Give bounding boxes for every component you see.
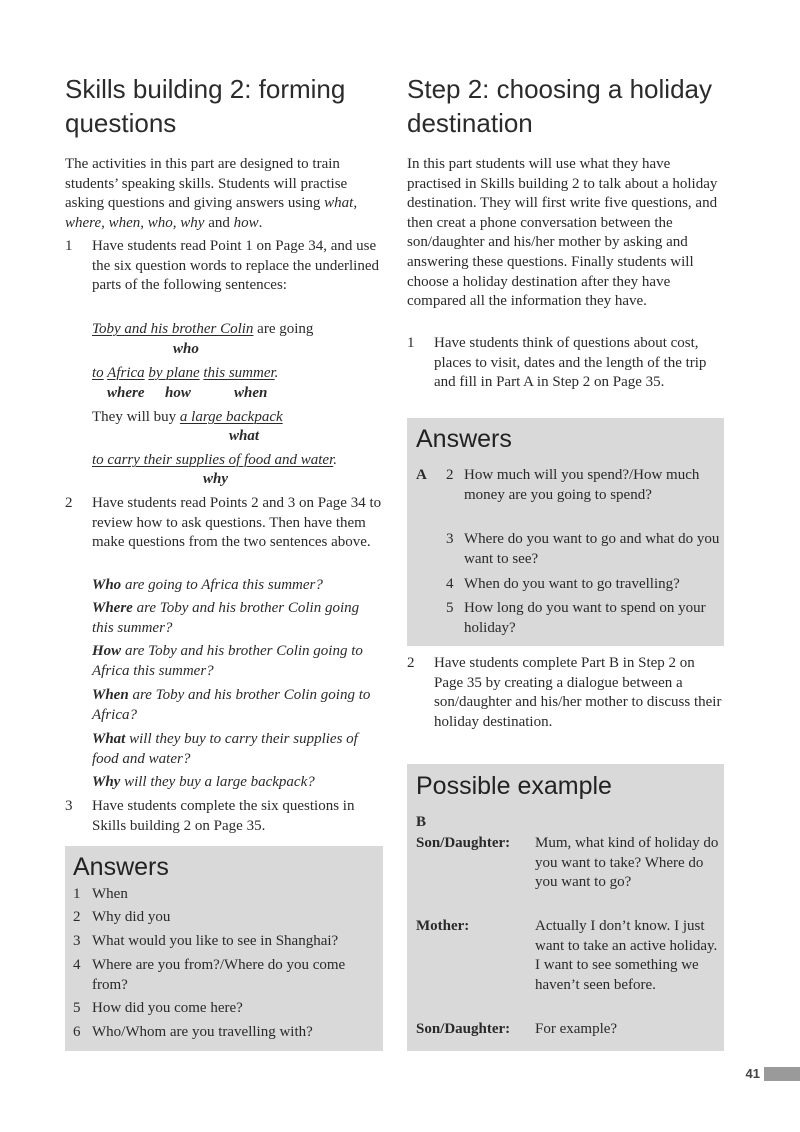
left-answer-4-num: 4: [73, 957, 81, 973]
left-answer-5-num: 5: [73, 1000, 81, 1016]
page-number: 41: [745, 1066, 760, 1081]
question-how-word: How: [92, 643, 122, 659]
example-box: [407, 764, 724, 1051]
question-why-rest: will they buy a large backpack?: [120, 774, 315, 790]
example-sentence-4: [92, 451, 382, 471]
sent2-to: to: [92, 365, 104, 381]
sent1-rest: are going: [253, 321, 314, 337]
left-intro-words: what, where, when, who, why: [65, 195, 358, 231]
left-intro: [65, 155, 385, 233]
right-answers-label: A: [416, 467, 427, 483]
left-answers-title: Answers: [73, 853, 169, 881]
example-label: B: [416, 814, 427, 830]
right-answer-3: Where do you want to go and what do you want to see?: [464, 531, 720, 567]
question-what-word: What: [92, 731, 126, 747]
left-item-1-num: 1: [65, 238, 73, 254]
underline-when: this summer: [203, 365, 275, 381]
left-answer-1-num: 1: [73, 886, 81, 902]
question-where-word: Where: [92, 600, 133, 616]
right-item-1-text: Have students think of questions about cost, places to visit, dates and the length of the trip and fill in Part A in Step 2 on Page 35.: [434, 335, 707, 391]
question-who: [92, 576, 384, 596]
left-answer-6: Who/Whom are you travelling with?: [92, 1024, 313, 1040]
left-intro-end: .: [258, 214, 263, 231]
qword-why: why: [203, 471, 229, 487]
left-answer-2-num: 2: [73, 909, 81, 925]
line-3: For example?: [535, 1021, 618, 1037]
left-item-2-text: Have students read Points 2 and 3 on Page 34 to review how to ask questions. Then have them make questions from the two sentences above.: [92, 495, 382, 551]
right-intro: In this part students will use what they have practised in Skills building 2 to talk about a holiday destination. They will first write five questions, and then creat a phone conversation between the son/daughter and his/her mother by asking and answering these questions. Finally students will choose a holiday destination after they have compared all the information they have.: [407, 156, 718, 310]
left-answer-4: Where are you from?/Where do you come from?: [92, 957, 346, 993]
sent4-end: .: [333, 452, 337, 468]
right-answers-box: [407, 418, 724, 646]
underline-why: to carry their supplies of food and water: [92, 452, 334, 468]
page-number-bar: [764, 1067, 800, 1081]
example-title: Possible example: [416, 772, 612, 800]
left-answer-6-num: 6: [73, 1024, 81, 1040]
left-answer-3-num: 3: [73, 933, 81, 949]
question-when-rest: are Toby and his brother Colin going to Africa?: [92, 687, 371, 723]
question-who-rest: are going to Africa this summer?: [121, 577, 323, 593]
left-item-3-num: 3: [65, 798, 73, 814]
left-answer-5: How did you come here?: [92, 1000, 243, 1016]
right-item-1-num: 1: [407, 335, 415, 351]
example-sentence-1: [92, 320, 382, 340]
sent2-end: .: [274, 365, 279, 381]
question-how: [92, 642, 384, 681]
left-item-2-num: 2: [65, 495, 73, 511]
example-sentence-3: [92, 408, 382, 428]
speaker-2: Mother:: [416, 918, 470, 934]
underline-where: Africa: [107, 365, 145, 381]
sent3-start: They will buy: [92, 409, 180, 425]
question-what-rest: will they buy to carry their supplies of food and water?: [92, 731, 358, 767]
example-sentence-2: [92, 364, 382, 384]
left-intro-text: The activities in this part are designed to train students’ speaking skills. Students will practise asking questions and giving answers using: [65, 156, 348, 212]
question-how-rest: are Toby and his brother Colin going to Africa this summer?: [92, 643, 363, 679]
question-who-word: Who: [92, 577, 122, 593]
underline-how: by plane: [148, 365, 200, 381]
line-1: Mum, what kind of holiday do you want to take? Where do you want to go?: [535, 835, 719, 891]
left-intro-and: and: [204, 214, 234, 231]
left-item-1-text: Have students read Point 1 on Page 34, and use the six question words to replace the underlined parts of the following sentences:: [92, 238, 380, 294]
left-answer-2: Why did you: [92, 909, 171, 925]
left-intro-how: how: [233, 214, 259, 231]
left-heading: Skills building 2: forming questions: [65, 74, 346, 138]
left-item-3-text: Have students complete the six questions in Skills building 2 on Page 35.: [92, 798, 355, 834]
qword-when: when: [234, 385, 268, 401]
right-answer-3-num: 3: [446, 531, 454, 547]
question-where: [92, 599, 384, 638]
right-item-2-text: Have students complete Part B in Step 2 on Page 35 by creating a dialogue between a son/daughter and his/her mother to discuss their holiday destination.: [434, 655, 722, 730]
question-when: [92, 686, 384, 725]
qword-how: how: [165, 385, 191, 401]
right-answer-5-num: 5: [446, 600, 454, 616]
left-answer-3: What would you like to see in Shanghai?: [92, 933, 339, 949]
question-why-word: Why: [92, 774, 121, 790]
speaker-3: Son/Daughter:: [416, 1021, 511, 1037]
underline-who: Toby and his brother Colin: [92, 321, 254, 337]
question-what: [92, 730, 384, 769]
question-where-rest: are Toby and his brother Colin going this summer?: [92, 600, 360, 636]
right-answer-4-num: 4: [446, 576, 454, 592]
question-when-word: When: [92, 687, 129, 703]
speaker-1: Son/Daughter:: [416, 835, 511, 851]
right-item-2-num: 2: [407, 655, 415, 671]
question-why: [92, 773, 384, 793]
left-answers-box: [65, 846, 383, 1051]
qword-who: who: [173, 341, 199, 357]
underline-what: a large backpack: [179, 409, 283, 425]
right-heading: Step 2: choosing a holiday destination: [407, 74, 712, 138]
right-answer-2-num: 2: [446, 467, 454, 483]
right-answer-5: How long do you want to spend on your holiday?: [464, 600, 706, 636]
qword-what: what: [229, 428, 260, 444]
left-answer-1: When: [92, 886, 128, 902]
right-answer-2: How much will you spend?/How much money are you going to spend?: [464, 467, 700, 503]
right-answer-4: When do you want to go travelling?: [464, 576, 680, 592]
right-answers-title: Answers: [416, 425, 512, 453]
qword-where: where: [107, 385, 145, 401]
line-2: Actually I don’t know. I just want to take an active holiday. I want to see something we haven’t seen before.: [535, 918, 718, 993]
